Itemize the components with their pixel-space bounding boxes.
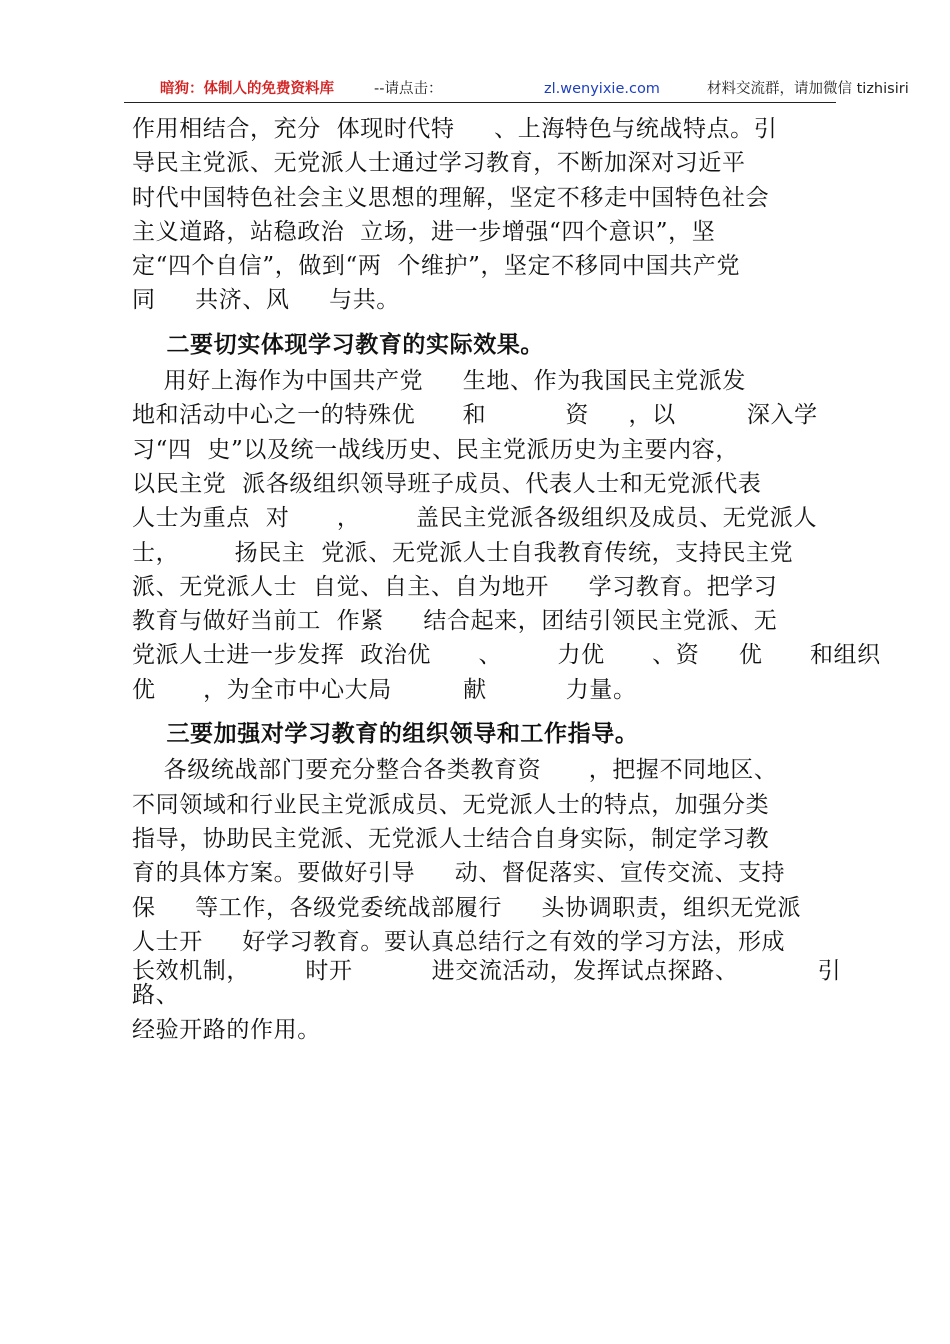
header-link[interactable]: zl.wenyixie.com <box>544 81 660 97</box>
body-line: 用好上海作为中国共产党 生地、作为我国民主党派发 <box>132 368 746 395</box>
body-line: 地和活动中心之一的特殊优 和 资 ，以 深入学 <box>132 402 818 429</box>
body-line: 主义道路，站稳政治 立场，进一步增强“四个意识”，坚 <box>132 218 716 245</box>
section-heading-2-text: 二要切实体现学习教育的实际效果。 <box>166 330 545 358</box>
body-line: 保 等工作，各级党委统战部履行 头协调职责，组织无党派 <box>132 894 802 921</box>
body-line: 士， 扬民主 党派、无党派人士自我教育传统，支持民主党 <box>132 539 794 566</box>
header-prompt: --请点击： <box>374 81 443 97</box>
body-line: 定“四个自信”，做到“两 个维护”，坚定不移同中国共产党 <box>132 253 741 280</box>
body-line: 派、无党派人士 自觉、自主、自为地开 学习教育。把学习 <box>132 573 778 600</box>
body-line: 人士开 好学习教育。要认真总结行之有效的学习方法，形成 <box>132 928 786 955</box>
body-line: 以民主党 派各级组织领导班子成员、代表人士和无党派代表 <box>132 470 762 497</box>
body-line: 经验开路的作用。 <box>132 1017 321 1044</box>
body-line: 党派人士进一步发挥 政治优 、 力优 、资 优 和组织 <box>132 642 881 669</box>
body-line: 指导，协助民主党派、无党派人士结合自身实际，制定学习教 <box>132 825 770 852</box>
body-line: 时代中国特色社会主义思想的理解，坚定不移走中国特色社会 <box>132 184 770 211</box>
body-line: 同 共济、风 与共。 <box>132 287 400 314</box>
body-line: 习“四 史”以及统一战线历史、民主党派历史为主要内容， <box>132 436 739 463</box>
body-line: 育的具体方案。要做好引导 动、督促落实、宣传交流、支持 <box>132 860 786 887</box>
body-line: 人士为重点 对 ， 盖民主党派各级组织及成员、无党派人 <box>132 505 818 532</box>
body-line: 不同领域和行业民主党派成员、无党派人士的特点，加强分类 <box>132 791 770 818</box>
header-contact: 材料交流群，请加微信 tizhisiri <box>707 81 909 97</box>
body-line: 长效机制， 时开 进交流活动，发挥试点探路、 引 <box>132 958 842 985</box>
body-line: 优 ，为全市中心大局 献 力量。 <box>132 676 637 703</box>
body-line: 教育与做好当前工 作紧 结合起来，团结引领民主党派、无 <box>132 608 778 635</box>
body-line: 路、 <box>132 982 180 1009</box>
section-heading-3 <box>132 717 842 751</box>
page-header <box>124 76 909 103</box>
section-heading-2 <box>132 328 842 362</box>
body-line: 各级统战部门要充分整合各类教育资 ，把握不同地区、 <box>132 757 778 784</box>
section-heading-3-text: 三要加强对学习教育的组织领导和工作指导。 <box>166 720 639 748</box>
body-line: 导民主党派、无党派人士通过学习教育，不断加深对习近平 <box>132 150 746 177</box>
document-body <box>132 112 881 1047</box>
header-brand: 暗狗：体制人的免费资料库 <box>160 81 334 97</box>
body-line: 作用相结合，充分 体现时代特 、上海特色与统战特点。引 <box>132 116 778 142</box>
